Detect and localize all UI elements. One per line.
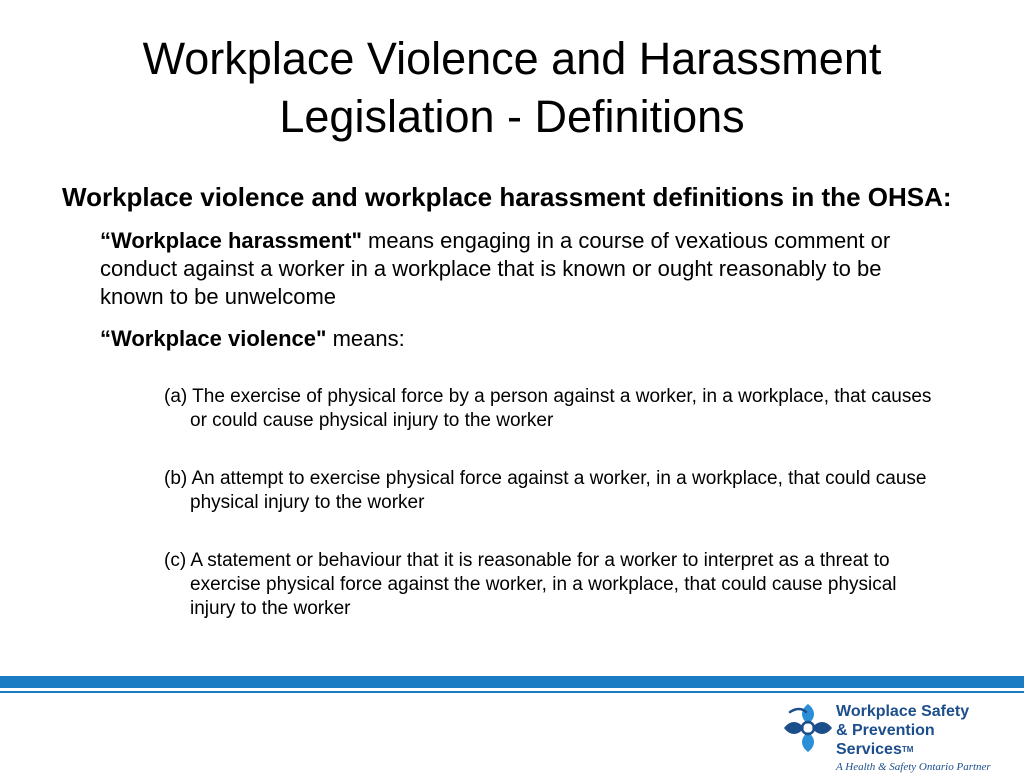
slide-body	[62, 182, 962, 621]
section-heading: Workplace violence and workplace harassment definitions in the OHSA:	[62, 182, 952, 212]
logo-tagline: A Health & Safety Ontario Partner	[836, 761, 991, 773]
harassment-text: means engaging in a course of vexatious comment or conduct against a worker in a workplace that is known or ought reasonably to be known to be unwelcome	[100, 228, 891, 309]
footer-accent-bar	[0, 676, 1024, 688]
violence-definition	[100, 325, 962, 353]
violence-term: “Workplace violence"	[100, 326, 327, 351]
logo-line-2-text: & Prevention Services	[836, 722, 935, 758]
slide-title-line-2: Legislation - Definitions	[279, 91, 745, 142]
violence-item-a: (a) The exercise of physical force by a person against a worker, in a workplace, that causes or could cause physical injury to the worker	[164, 386, 932, 431]
harassment-definition	[100, 227, 962, 311]
footer-accent-line	[0, 691, 1024, 693]
violence-item-b: (b) An attempt to exercise physical force against a worker, in a workplace, that could cause physical injury to the worker	[164, 468, 927, 513]
wsps-logo	[780, 696, 1016, 773]
slide-title	[0, 30, 1024, 146]
logo-line-2	[836, 721, 1016, 759]
violence-item-c: (c) A statement or behaviour that it is reasonable for a worker to interpret as a threat to exercise physical force against the worker, in a workplace, that could cause physical injury to the worker	[164, 550, 897, 619]
violence-text: means:	[326, 326, 405, 351]
logo-trademark: TM	[901, 745, 914, 754]
logo-line-1: Workplace Safety	[836, 703, 970, 720]
wsps-logo-mark-icon	[780, 700, 836, 756]
wsps-logo-text	[836, 702, 1016, 775]
slide-title-line-1: Workplace Violence and Harassment	[142, 33, 882, 84]
harassment-term: “Workplace harassment"	[100, 228, 362, 253]
